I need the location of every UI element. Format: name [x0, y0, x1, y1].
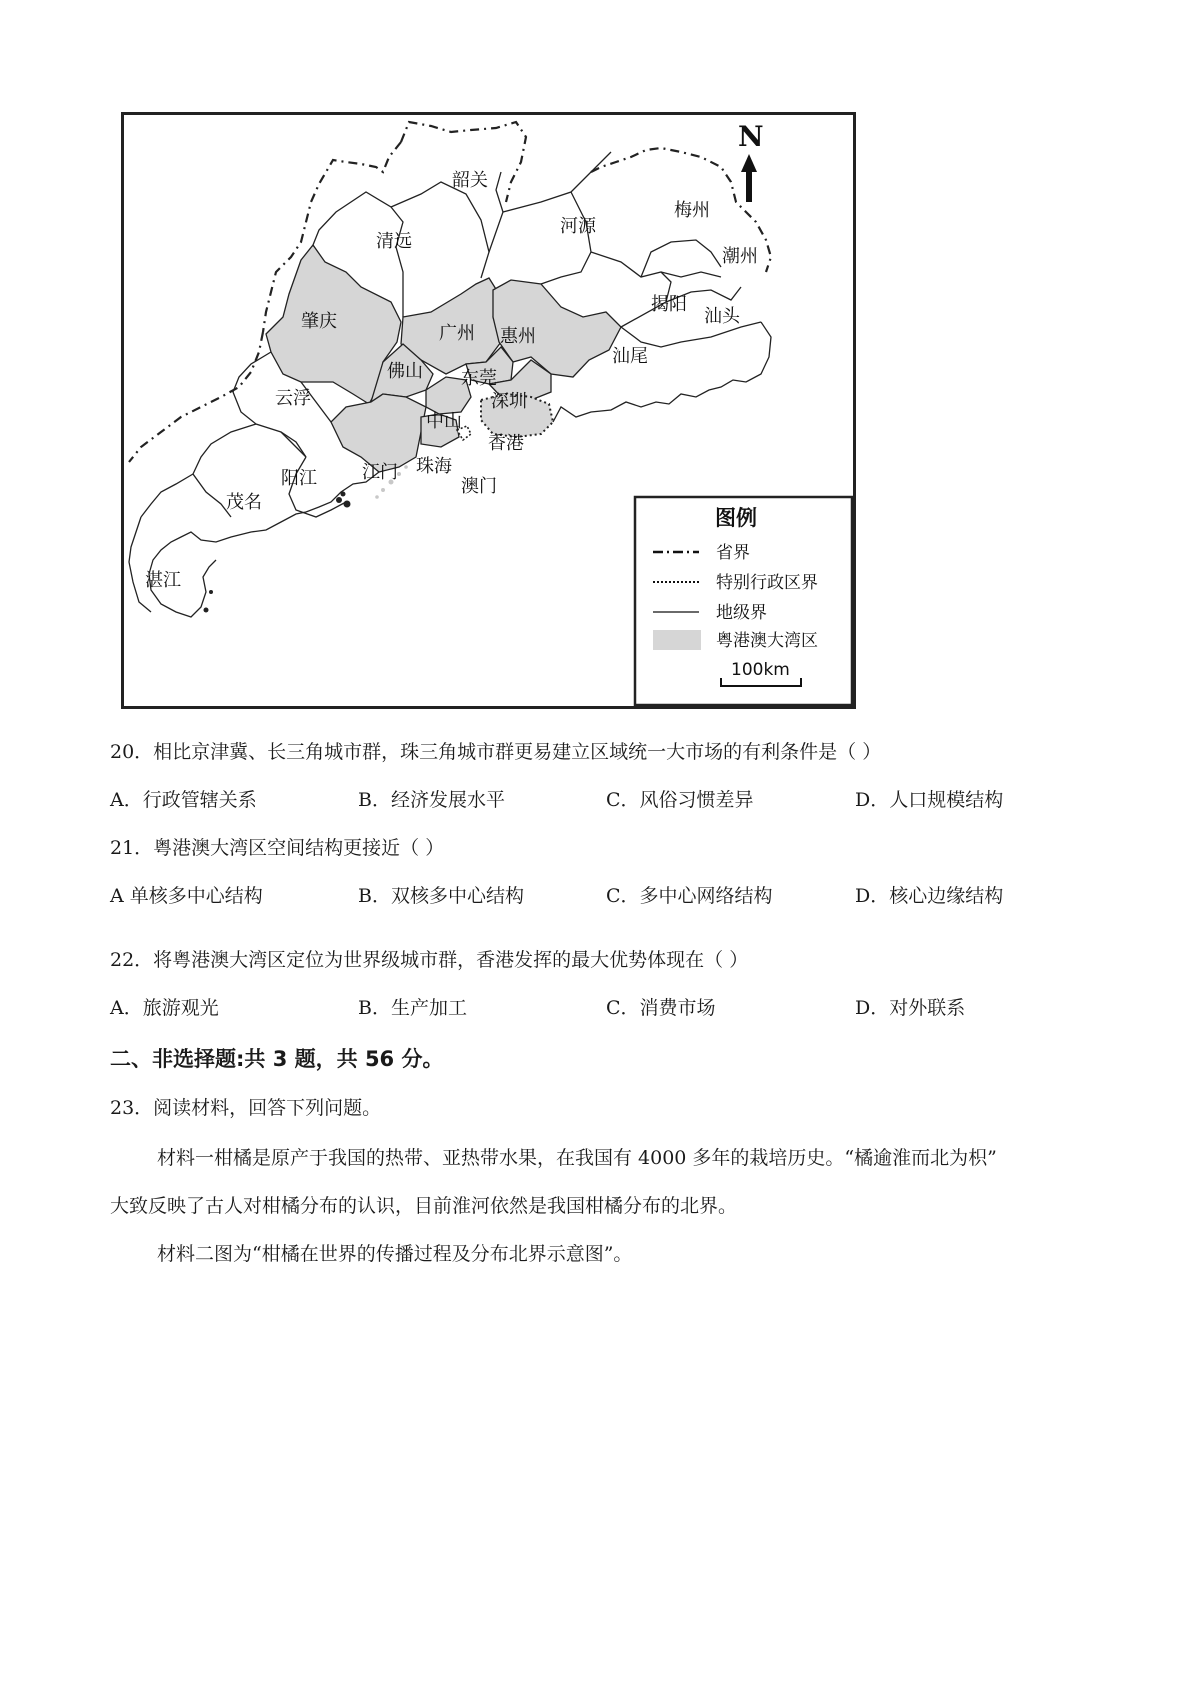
question-20-option-a: A．行政管辖关系: [110, 789, 257, 811]
label-yangjiang: 阳江: [281, 468, 317, 489]
legend-province-label: 省界: [716, 543, 750, 563]
material-1-line-2: 大致反映了古人对柑橘分布的认识，目前淮河依然是我国柑橘分布的北界。: [110, 1195, 738, 1217]
label-qingyuan: 清远: [376, 231, 412, 252]
label-jieyang: 揭阳: [651, 294, 687, 315]
question-22-option-b: B．生产加工: [358, 997, 467, 1019]
label-zhongshan: 中山: [426, 411, 462, 432]
legend-sar-label: 特别行政区界: [716, 573, 818, 593]
question-20-option-b: B．经济发展水平: [358, 789, 505, 811]
question-23-stem: 23．阅读材料，回答下列问题。: [110, 1097, 382, 1119]
label-zhaoqing: 肇庆: [301, 311, 337, 332]
label-meizhou: 梅州: [674, 200, 710, 221]
label-jiangmen: 江门: [362, 462, 398, 483]
question-21-option-a: A 单核多中心结构: [110, 885, 263, 907]
question-20-stem: 20．相比京津冀、长三角城市群，珠三角城市群更易建立区域统一大市场的有利条件是（ ）: [110, 741, 882, 763]
label-maoming: 茂名: [226, 492, 262, 513]
question-20-option-c: C．风俗习惯差异: [606, 789, 754, 811]
label-macau: 澳门: [461, 476, 497, 497]
question-22-option-d: D．对外联系: [855, 997, 966, 1019]
question-21-stem: 21．粤港澳大湾区空间结构更接近（ ）: [110, 837, 445, 859]
section-2-heading: 二、非选择题:共 3 题，共 56 分。: [110, 1047, 444, 1071]
label-shaoguan: 韶关: [452, 170, 488, 191]
question-22-option-a: A．旅游观光: [110, 997, 219, 1019]
label-heyuan: 河源: [560, 216, 596, 237]
label-zhuhai: 珠海: [416, 456, 452, 477]
label-dongguan: 东莞: [461, 368, 497, 389]
map-svg: [121, 112, 856, 709]
label-foshan: 佛山: [387, 361, 423, 382]
label-yunfu: 云浮: [275, 388, 311, 409]
legend-prefecture-label: 地级界: [716, 603, 767, 623]
label-chaozhou: 潮州: [722, 246, 758, 267]
label-shenzhen: 深圳: [491, 391, 527, 412]
guangdong-bay-area-map: [121, 112, 856, 709]
material-1-line-1: 材料一柑橘是原产于我国的热带、亚热带水果，在我国有 4000 多年的栽培历史。“橘逾淮而北为枳”: [157, 1147, 997, 1169]
north-label: N: [738, 120, 764, 153]
question-21-option-d: D．核心边缘结构: [855, 885, 1004, 907]
label-huizhou: 惠州: [500, 326, 536, 347]
material-2: 材料二图为“柑橘在世界的传播过程及分布北界示意图”。: [157, 1243, 633, 1265]
question-20-option-d: D．人口规模结构: [855, 789, 1004, 811]
legend-scale-label: 100km: [731, 660, 790, 680]
legend-bay-area-label: 粤港澳大湾区: [716, 631, 818, 651]
label-shantou: 汕头: [704, 306, 740, 327]
legend-title: 图例: [715, 506, 757, 530]
label-hongkong: 香港: [488, 433, 524, 454]
question-22-option-c: C．消费市场: [606, 997, 716, 1019]
question-21-option-b: B．双核多中心结构: [358, 885, 524, 907]
legend-bay-area-symbol: [653, 630, 701, 650]
map-legend: [635, 497, 852, 705]
label-zhanjiang: 湛江: [145, 570, 181, 591]
question-22-stem: 22．将粤港澳大湾区定位为世界级城市群，香港发挥的最大优势体现在（ ）: [110, 949, 749, 971]
label-guangzhou: 广州: [439, 323, 475, 344]
label-shanwei: 汕尾: [612, 346, 648, 367]
question-21-option-c: C．多中心网络结构: [606, 885, 773, 907]
